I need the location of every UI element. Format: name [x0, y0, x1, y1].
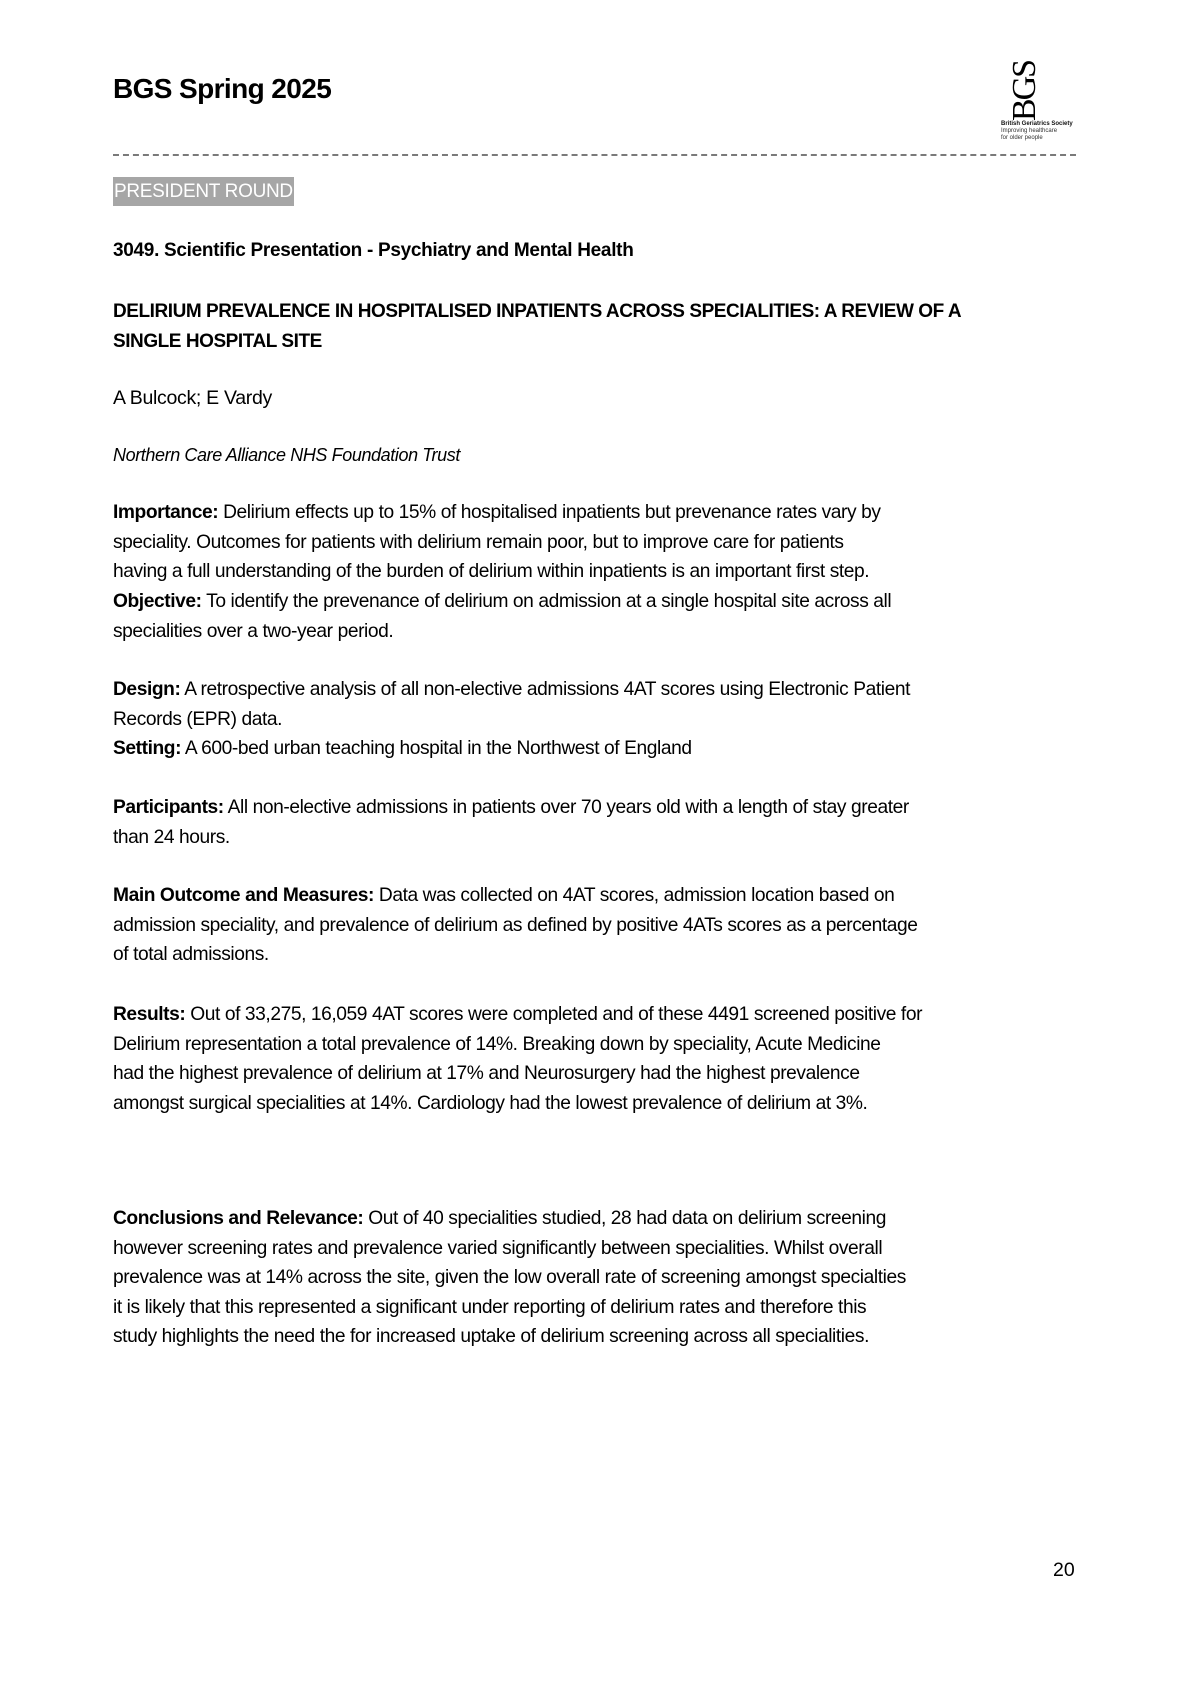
section-line — [113, 498, 1093, 528]
affiliation: Northern Care Alliance NHS Foundation Trust — [113, 445, 460, 465]
section-results — [113, 1000, 1093, 1118]
section-line — [113, 617, 1093, 647]
authors: A Bulcock; E Vardy — [113, 387, 272, 409]
section-line — [113, 1089, 1093, 1119]
section-text: Delirium representation a total prevalence of 14%. Breaking down by speciality, Acute Medicine — [113, 1033, 881, 1055]
section-line — [113, 1234, 1093, 1264]
section-line — [113, 1293, 1093, 1323]
section-design — [113, 675, 1093, 734]
session-heading: 3049. Scientific Presentation - Psychiatry and Mental Health — [113, 240, 634, 261]
bgs-logo-caption — [1001, 121, 1073, 142]
section-text: however screening rates and prevalence varied significantly between specialities. Whilst overall — [113, 1237, 883, 1259]
section-label: Setting: — [113, 738, 182, 759]
section-label: Main Outcome and Measures: — [113, 885, 374, 906]
section-label: Importance: — [113, 502, 219, 523]
document-header-title: BGS Spring 2025 — [113, 73, 332, 104]
section-importance — [113, 498, 1093, 587]
section-text: having a full understanding of the burden of delirium within inpatients is an important first step. — [113, 561, 870, 582]
section-label: Design: — [113, 679, 181, 700]
section-text: A retrospective analysis of all non-elective admissions 4AT scores using Electronic Patient — [180, 679, 911, 700]
section-line — [113, 675, 1093, 705]
section-label: Conclusions and Relevance: — [113, 1208, 364, 1229]
section-setting — [113, 734, 1093, 764]
section-text: study highlights the need the for increased uptake of delirium screening across all specialities. — [113, 1326, 869, 1347]
section-objective — [113, 587, 1093, 646]
page-number: 20 — [1053, 1559, 1075, 1581]
section-text: it is likely that this represented a significant under reporting of delirium rates and therefore this — [113, 1296, 867, 1318]
section-participants — [113, 793, 1093, 852]
logo-caption-line: for older people — [1001, 135, 1043, 141]
section-line — [113, 1030, 1093, 1060]
section-text: Data was collected on 4AT scores, admission location based on — [373, 885, 895, 906]
section-line — [113, 587, 1093, 617]
logo-caption-line: British Geriatrics Society — [1001, 121, 1073, 127]
header-divider — [113, 154, 1076, 156]
section-line — [113, 881, 1093, 911]
section-text: Records (EPR) data. — [113, 708, 283, 730]
abstract-title — [113, 297, 1093, 356]
section-line — [113, 1322, 1093, 1352]
section-text: Delirium effects up to 15% of hospitalised inpatients but prevenance rates vary by — [218, 502, 881, 523]
section-line — [113, 911, 1093, 941]
section-line — [113, 1059, 1093, 1089]
abstract-title-line: SINGLE HOSPITAL SITE — [113, 330, 322, 352]
section-label: Results: — [113, 1004, 186, 1025]
section-main-outcome — [113, 881, 1093, 970]
section-text: To identify the prevenance of delirium on admission at a single hospital site across all — [201, 591, 892, 612]
section-text: A 600-bed urban teaching hospital in the Northwest of England — [181, 738, 692, 759]
section-text: prevalence was at 14% across the site, given the low overall rate of screening amongst specialties — [113, 1267, 906, 1288]
section-line — [113, 940, 1093, 970]
section-text: had the highest prevalence of delirium at 17% and Neurosurgery had the highest prevalence — [113, 1063, 860, 1084]
section-line — [113, 705, 1093, 735]
abstract-title-line: DELIRIUM PREVALENCE IN HOSPITALISED INPATIENTS ACROSS SPECIALITIES: A REVIEW OF A — [113, 301, 962, 322]
section-text: speciality. Outcomes for patients with delirium remain poor, but to improve care for patients — [113, 531, 844, 553]
bgs-logo — [998, 52, 1088, 144]
section-line — [113, 823, 1093, 853]
section-line — [113, 1204, 1093, 1234]
section-label: Participants: — [113, 797, 224, 818]
section-line — [113, 734, 1093, 764]
section-conclusions — [113, 1204, 1093, 1352]
section-line — [113, 528, 1093, 558]
section-text: of total admissions. — [113, 944, 269, 965]
section-label: Objective: — [113, 591, 202, 612]
section-line — [113, 1000, 1093, 1030]
section-text: amongst surgical specialities at 14%. Cardiology had the lowest prevalence of delirium at 3%. — [113, 1092, 868, 1114]
section-line — [113, 1263, 1093, 1293]
section-text: Out of 40 specialities studied, 28 had data on delirium screening — [363, 1208, 886, 1229]
section-text: Out of 33,275, 16,059 4AT scores were completed and of these 4491 screened positive for — [185, 1004, 923, 1025]
section-line — [113, 557, 1093, 587]
bgs-logo-mark: BGS — [1006, 60, 1043, 122]
section-line — [113, 793, 1093, 823]
section-text: All non-elective admissions in patients over 70 years old with a length of stay greater — [223, 797, 909, 818]
section-text: specialities over a two-year period. — [113, 620, 394, 642]
section-text: than 24 hours. — [113, 826, 230, 848]
logo-caption-line: Improving healthcare — [1001, 128, 1058, 134]
round-badge: PRESIDENT ROUND — [113, 177, 294, 206]
section-text: admission speciality, and prevalence of delirium as defined by positive 4ATs scores as a percentage — [113, 914, 918, 936]
